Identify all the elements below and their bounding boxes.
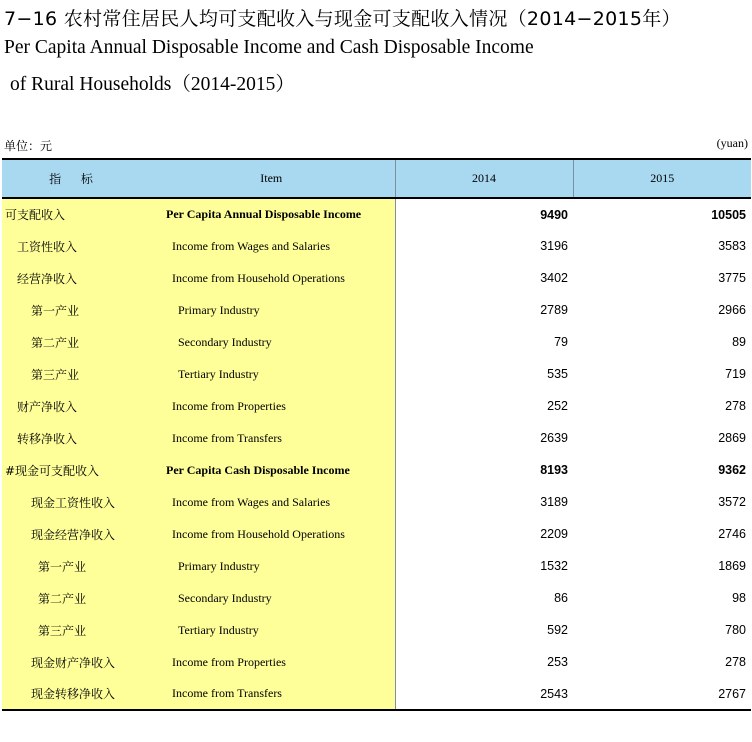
unit-label-chinese: 单位：元: [4, 139, 53, 153]
table-row: [2, 486, 751, 518]
table-row: [2, 678, 751, 710]
value-2014: 2789: [395, 294, 573, 326]
value-2014: 2543: [395, 678, 573, 710]
value-2014: 1532: [395, 550, 573, 582]
value-2014: 3402: [395, 262, 573, 294]
value-2015: 2767: [573, 678, 751, 710]
row-label-cn: #现金可支配收入: [2, 454, 148, 486]
table-row: [2, 582, 751, 614]
value-2015: 3572: [718, 495, 746, 509]
table-row: [2, 358, 751, 390]
value-2015: 3583: [718, 239, 746, 253]
value-2014: 253: [395, 646, 573, 678]
row-label-en: Primary Industry: [148, 550, 395, 582]
row-label-cn: 第一产业: [2, 294, 148, 326]
header-item: Item: [148, 159, 395, 198]
value-2015: 89: [732, 335, 746, 349]
value-2014: 2639: [395, 422, 573, 454]
value-2015: 98: [732, 591, 746, 605]
row-label-cn: 经营净收入: [2, 262, 148, 294]
row-label-en: Income from Wages and Salaries: [148, 486, 395, 518]
value-2014: 252: [395, 390, 573, 422]
row-label-cn: 现金财产净收入: [2, 646, 148, 678]
value-2014: 86: [395, 582, 573, 614]
row-label-en: Secondary Industry: [148, 326, 395, 358]
value-2015: 10505: [711, 207, 746, 222]
row-label-cn: 现金工资性收入: [2, 486, 148, 518]
row-label-en: Tertiary Industry: [148, 358, 395, 390]
value-2014: 9490: [395, 198, 573, 230]
table-row: [2, 326, 751, 358]
value-2014: 3189: [395, 486, 573, 518]
table-row: [2, 518, 751, 550]
header-year-2015: 2015: [573, 159, 751, 198]
value-2015: 2869: [718, 431, 746, 445]
table-header-row: [2, 159, 751, 198]
table-title-chinese: 7−16 农村常住居民人均可支配收入与现金可支配收入情况（2014−2015年）: [4, 8, 681, 30]
row-label-en: Income from Transfers: [148, 422, 395, 454]
table-title-english-line2: of Rural Households（2014-2015）: [10, 74, 295, 95]
income-table: [2, 158, 751, 711]
value-2015: 9362: [718, 463, 746, 477]
table-row: [2, 390, 751, 422]
value-2014: 2209: [395, 518, 573, 550]
row-label-cn: 第一产业: [2, 550, 148, 582]
row-label-cn: 第二产业: [2, 326, 148, 358]
row-label-cn: 第三产业: [2, 358, 148, 390]
row-label-cn: 转移净收入: [2, 422, 148, 454]
table-row: [2, 454, 751, 486]
row-label-cn: 财产净收入: [2, 390, 148, 422]
row-label-cn: 可支配收入: [2, 198, 148, 230]
table-row: [2, 230, 751, 262]
row-label-en: Income from Household Operations: [148, 262, 395, 294]
row-label-cn: 第二产业: [2, 582, 148, 614]
row-label-en: Income from Properties: [148, 390, 395, 422]
row-label-en: Primary Industry: [148, 294, 395, 326]
value-2015: 780: [725, 623, 746, 637]
row-label-en: Secondary Industry: [148, 582, 395, 614]
row-label-cn: 第三产业: [2, 614, 148, 646]
row-label-cn: 工资性收入: [2, 230, 148, 262]
row-label-cn: 现金经营净收入: [2, 518, 148, 550]
table-row: [2, 550, 751, 582]
header-year-2014: 2014: [395, 159, 573, 198]
value-2015: 3775: [718, 271, 746, 285]
value-2015: 2966: [718, 303, 746, 317]
row-label-en: Income from Properties: [148, 646, 395, 678]
row-label-en: Per Capita Annual Disposable Income: [148, 198, 395, 230]
table-row: [2, 294, 751, 326]
row-label-cn: 现金转移净收入: [2, 678, 148, 710]
value-2014: 535: [395, 358, 573, 390]
unit-label-english: (yuan): [716, 136, 748, 150]
table-row: [2, 262, 751, 294]
value-2015: 278: [725, 399, 746, 413]
table-row: [2, 422, 751, 454]
table-title-english-line1: Per Capita Annual Disposable Income and Cash Disposable Income: [4, 37, 534, 58]
row-label-en: Per Capita Cash Disposable Income: [148, 454, 395, 486]
value-2014: 79: [395, 326, 573, 358]
value-2014: 3196: [395, 230, 573, 262]
value-2014: 8193: [395, 454, 573, 486]
header-indicator: 指 标: [2, 159, 148, 198]
value-2015: 719: [725, 367, 746, 381]
row-label-en: Income from Household Operations: [148, 518, 395, 550]
value-2015: 2746: [718, 527, 746, 541]
table-row: [2, 614, 751, 646]
table-row: [2, 198, 751, 230]
row-label-en: Income from Transfers: [148, 678, 395, 710]
row-label-en: Tertiary Industry: [148, 614, 395, 646]
table-row: [2, 646, 751, 678]
row-label-en: Income from Wages and Salaries: [148, 230, 395, 262]
value-2014: 592: [395, 614, 573, 646]
value-2015: 1869: [718, 559, 746, 573]
value-2015: 278: [725, 655, 746, 669]
